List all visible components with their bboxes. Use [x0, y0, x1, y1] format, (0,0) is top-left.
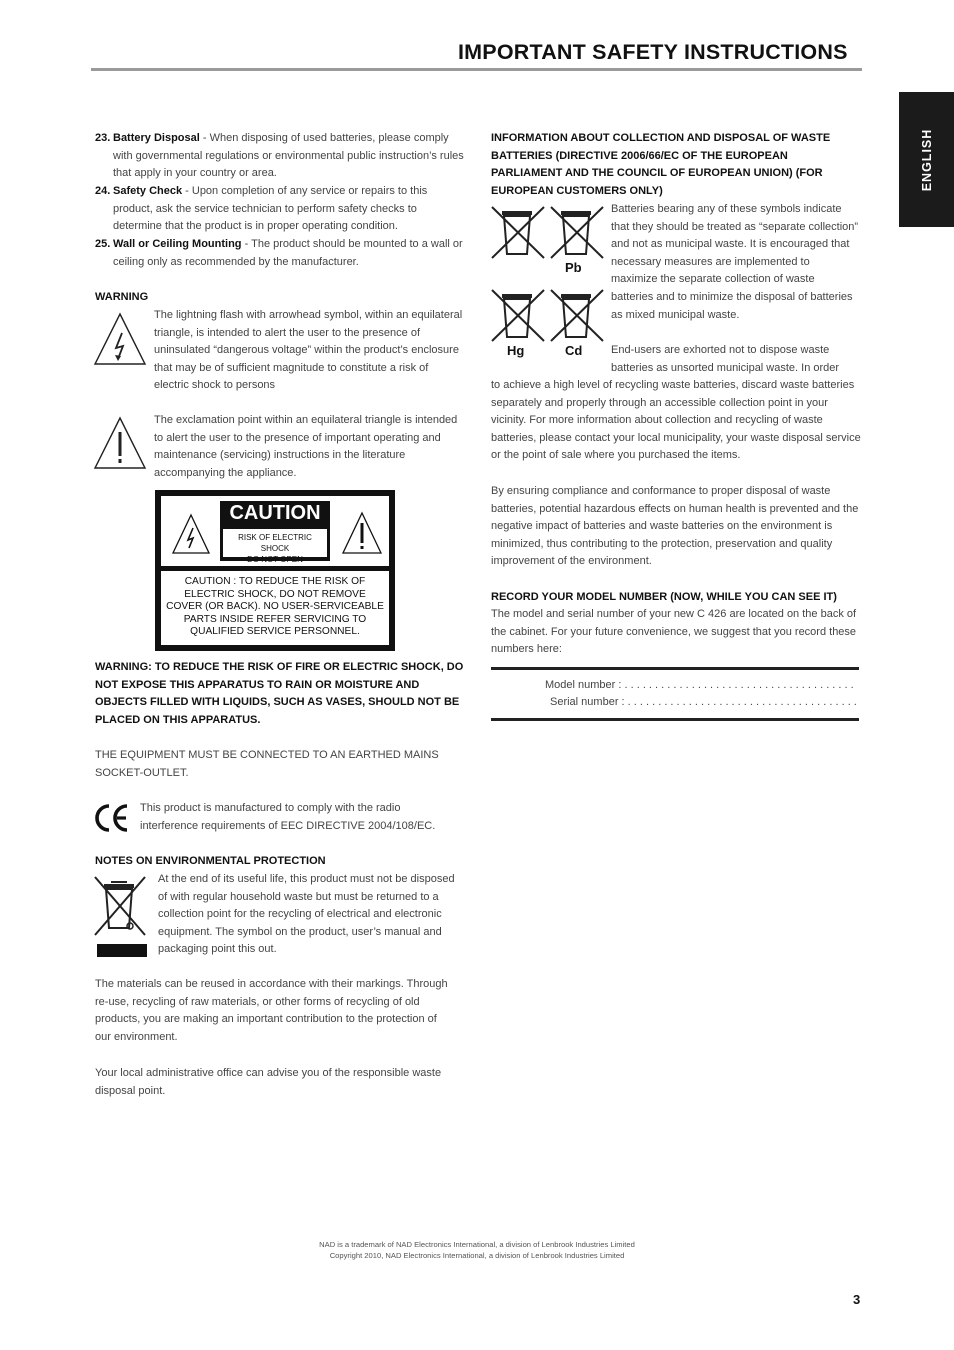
list-item-23: [95, 130, 465, 183]
lightning-triangle-icon: [93, 311, 147, 367]
footer-line: Copyright 2010, NAD Electronics International, a division of Lenbrook Industries Limited: [329, 1251, 625, 1260]
warning-heading: WARNING: [95, 291, 149, 303]
exclamation-description: The exclamation point within an equilateral triangle is intended to alert the user to the presence of important operating and maintenance (servicing) instructions in the literature accompanying the appliance.: [154, 414, 458, 479]
caution-sub-text: [223, 529, 327, 564]
caution-body-line: PARTS INSIDE REFER SERVICING TO: [183, 613, 367, 625]
battery-bin-icon: [549, 205, 605, 260]
environment-paragraph: Your local administrative office can advise you of the responsible waste disposal point.: [95, 1067, 442, 1097]
ce-text: This product is manufactured to comply with the radio interference requirements of EEC DIRECTIVE 2004/108/EC.: [140, 802, 436, 832]
caution-top-panel: [161, 496, 389, 566]
caution-bottom-panel: [161, 571, 389, 645]
record-text: The model and serial number of your new C 426 are located on the back of the cabinet. For your future convenience, we suggest that you record these numbers here:: [491, 608, 857, 656]
battery-bin-icon: [490, 205, 546, 260]
list-item-text: - The product should be mounted to a wall or ceiling only as recommended by the manufacturer.: [113, 238, 463, 268]
battery-label-hg: Hg: [507, 343, 525, 358]
list-item-24: [95, 183, 465, 236]
ce-mark-icon: [92, 802, 130, 834]
footer-line: NAD is a trademark of NAD Electronics International, a division of Lenbrook Industries Limited: [319, 1240, 635, 1249]
end-users-text-a: End-users are exhorted not to dispose waste batteries as unsorted municipal waste. In order: [611, 344, 840, 374]
list-item-number: 25.: [95, 238, 111, 250]
list-item-label: Wall or Ceiling Mounting: [113, 238, 242, 250]
caution-body-line: ELECTRIC SHOCK, DO NOT REMOVE: [184, 588, 366, 600]
battery-label-pb: Pb: [565, 260, 582, 275]
batteries-heading: INFORMATION ABOUT COLLECTION AND DISPOSAL OF WASTE BATTERIES (DIRECTIVE 2006/66/EC OF THE EUROPEAN PARLIAMENT AND THE COUNCIL OF EUROPEAN UNION) (FOR EUROPEAN CUSTOMERS ONLY): [491, 132, 831, 197]
crossed-bin-icon: [93, 873, 149, 961]
list-item-label: Safety Check: [113, 185, 183, 197]
bin-description: At the end of its useful life, this product must not be disposed of with regular household waste but must be returned to a collection point for the recycling of electrical and electronic equipment. The symbol on the product, user’s manual and packaging point this out.: [158, 873, 455, 956]
list-item-label: Battery Disposal: [113, 132, 200, 144]
caution-body-line: QUALIFIED SERVICE PERSONNEL.: [190, 626, 360, 638]
environment-heading: NOTES ON ENVIRONMENTAL PROTECTION: [95, 855, 326, 867]
list-item-number: 24.: [95, 185, 111, 197]
caution-sub-line: RISK OF ELECTRIC SHOCK: [238, 533, 312, 553]
list-item-text: - When disposing of used batteries, please comply with governmental regulations or environmental public instruction’s rules that apply in your country or area.: [113, 132, 464, 180]
language-tab: [899, 92, 954, 227]
list-item-number: 23.: [95, 132, 111, 144]
page-title: IMPORTANT SAFETY INSTRUCTIONS: [458, 40, 848, 64]
record-heading: RECORD YOUR MODEL NUMBER (NOW, WHILE YOU CAN SEE IT): [491, 591, 837, 603]
battery-bin-icon: [490, 288, 546, 343]
caution-word: CAUTION: [229, 502, 321, 524]
serial-number-field: Serial number : . . . . . . . . . . . . . . . . . . . . . . . . . . . . . . . . . . . . . .: [550, 696, 857, 708]
list-item-text: - Upon completion of any service or repairs to this product, ask the service technician to perform safety checks to determine that the product is in proper operating condition.: [113, 185, 428, 233]
exclamation-triangle-icon: [341, 511, 383, 555]
lightning-description: The lightning flash with arrowhead symbol, within an equilateral triangle, is intended to alert the user to the presence of uninsulated “dangerous voltage” within the product’s enclosure that may be of sufficient magnitude to constitute a risk of electric shock to persons: [154, 309, 463, 392]
earthed-notice: THE EQUIPMENT MUST BE CONNECTED TO AN EARTHED MAINS SOCKET-OUTLET.: [95, 749, 439, 779]
battery-bin-icon: [549, 288, 605, 343]
environment-paragraph: The materials can be reused in accordance with their markings. Through re-use, recycling of raw materials, or other forms of recycling of old products, you are making an important contribution to the protection of our environment.: [95, 978, 448, 1043]
language-tab-label: ENGLISH: [919, 128, 934, 191]
record-bottom-rule: [491, 718, 859, 721]
battery-symbols-text: Batteries bearing any of these symbols indicate that they should be treated as “separate collection” and not as municipal waste. It is encouraged that necessary measures are implemented to maximize the separate collection of waste batteries and to minimize the disposal of batteries as mixed municipal waste.: [611, 203, 859, 321]
caution-sub-line: DO NOT OPEN: [247, 555, 303, 564]
model-number-field: Model number : . . . . . . . . . . . . . . . . . . . . . . . . . . . . . . . . . . . . . .: [545, 679, 854, 691]
caution-label: [220, 501, 330, 564]
footer-trademark: [0, 1239, 954, 1261]
fire-warning: WARNING: TO REDUCE THE RISK OF FIRE OR ELECTRIC SHOCK, DO NOT EXPOSE THIS APPARATUS TO RAIN OR MOISTURE AND OBJECTS FILLED WITH LIQUIDS, SUCH AS VASES, SHOULD NOT BE PLACED ON THIS APPARATUS.: [95, 661, 464, 726]
caution-label-box: [155, 490, 395, 651]
title-rule: [91, 68, 862, 71]
record-top-rule: [491, 667, 859, 670]
caution-body-line: CAUTION : TO REDUCE THE RISK OF: [184, 576, 366, 587]
caution-body-line: COVER (OR BACK). NO USER-SERVICEABLE: [166, 601, 384, 613]
list-item-25: [95, 236, 465, 271]
compliance-text: By ensuring compliance and conformance to proper disposal of waste batteries, potential hazardous effects on human health is prevented and the negative impact of batteries and waste batteries on the environment is minimized, thus contributing to the protection, preservation and quality improvement of the environment.: [491, 485, 859, 568]
end-users-text-b: to achieve a high level of recycling waste batteries, discard waste batteries separately and properly through an accessible collection point in your vicinity. For more information about collection and recycling of waste batteries, please contact your local municipality, your waste disposal service or the point of sale where you purchased the items.: [491, 379, 861, 462]
page-number: 3: [853, 1292, 861, 1307]
battery-label-cd: Cd: [565, 343, 583, 358]
lightning-triangle-icon: [171, 513, 211, 555]
exclamation-triangle-icon: [93, 415, 147, 471]
